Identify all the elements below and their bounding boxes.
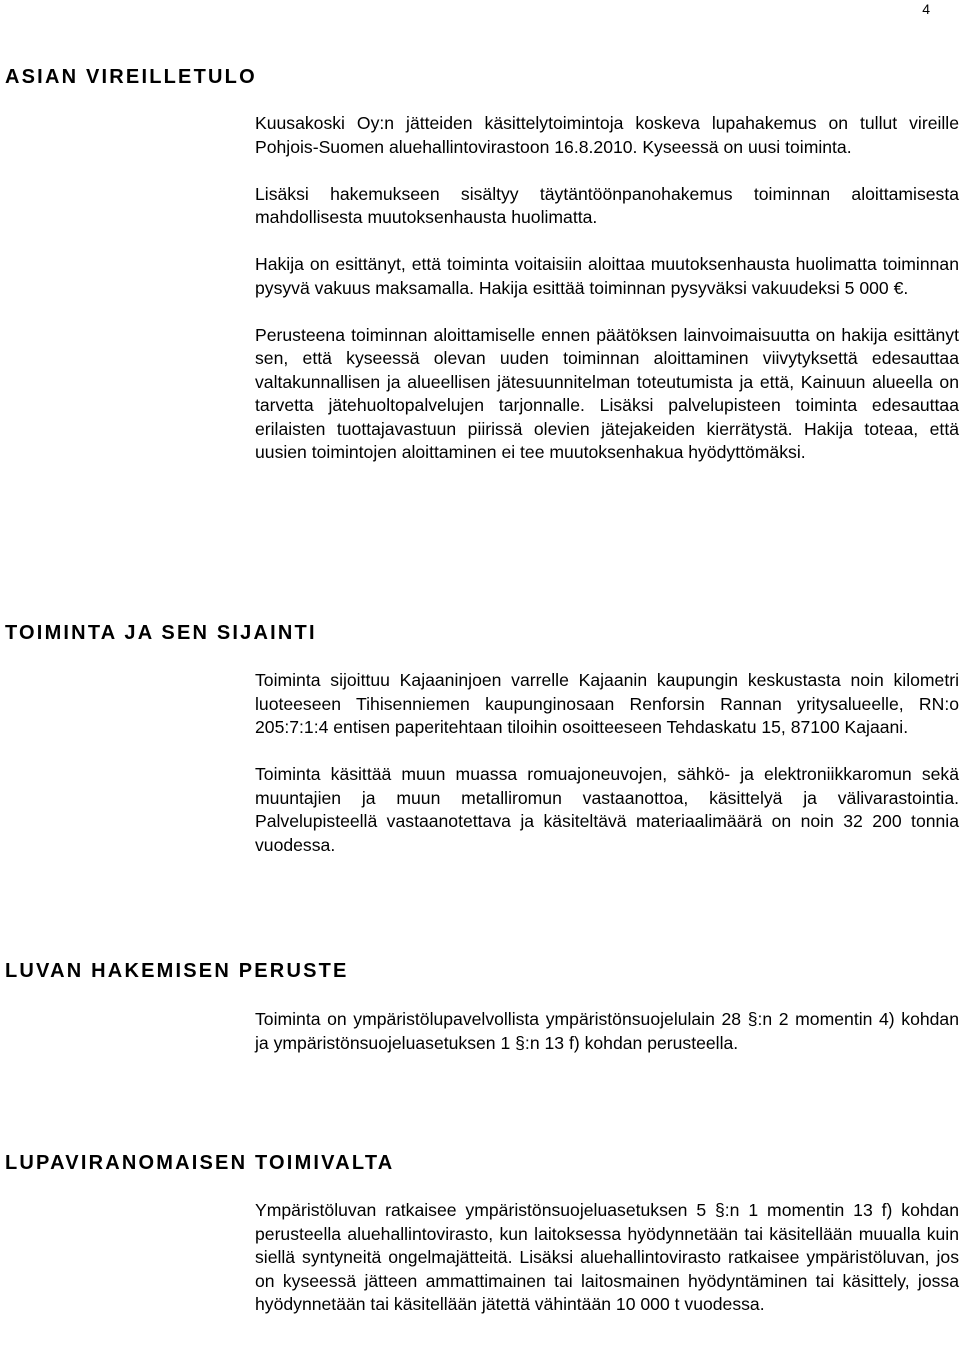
section-heading-asian-vireilletulo: ASIAN VIREILLETULO bbox=[5, 66, 257, 88]
paragraph: Toiminta on ympäristölupavelvollista ympäristönsuojelulain 28 §:n 2 momentin 4) kohdan ja ympäristönsuojeluasetuksen 1 §:n 13 f) kohdan perusteella. bbox=[255, 1009, 959, 1053]
paragraph: Hakija on esittänyt, että toiminta voitaisiin aloittaa muutoksenhausta huolimatta toiminnan pysyvä vakuus maksamalla. Hakija esittää toiminnan pysyväksi vakuudeksi 5 000 €. bbox=[255, 254, 959, 298]
paragraph: Kuusakoski Oy:n jätteiden käsittelytoimintoja koskeva lupahakemus on tullut vireille Pohjois-Suomen aluehallintovirastoon 16.8.2010. Kyseessä on uusi toiminta. bbox=[255, 113, 959, 157]
page-number: 4 bbox=[922, 1, 930, 17]
section-heading-lupaviranomaisen-toimivalta: LUPAVIRANOMAISEN TOIMIVALTA bbox=[5, 1152, 395, 1174]
section-heading-luvan-hakemisen-peruste: LUVAN HAKEMISEN PERUSTE bbox=[5, 960, 349, 982]
paragraph: Lisäksi hakemukseen sisältyy täytäntöönpanohakemus toiminnan aloittamisesta mahdollisesta muutoksenhausta huolimatta. bbox=[255, 183, 959, 227]
section-heading-toiminta-ja-sen-sijainti: TOIMINTA JA SEN SIJAINTI bbox=[5, 622, 317, 644]
paragraph: Toiminta sijoittuu Kajaaninjoen varrelle Kajaanin kaupungin keskustasta noin kilometri luoteeseen Tihisenniemen kaupunginosaan Renforsin Rannan yritysalueelle, RN:o 205:7:1:4 entisen paperitehtaan tiloihin osoitteeseen Tehdaskatu 15, 87100 Kajaani. bbox=[255, 670, 959, 737]
paragraph: Toiminta käsittää muun muassa romuajoneuvojen, sähkö- ja elektroniikkaromun sekä muuntajien ja muun metalliromun vastaanottoa, käsittelyä ja välivarastointia. Palvelupisteellä vastaanotettava ja käsiteltävä materiaalimäärä on noin 32 200 tonnia vuodessa. bbox=[255, 764, 959, 855]
section-body-luvan-hakemisen-peruste bbox=[255, 1008, 959, 1055]
paragraph: Perusteena toiminnan aloittamiselle ennen päätöksen lainvoimaisuutta on hakija esittänyt sen, että kyseessä olevan uuden toiminnan aloittaminen viivytyksettä edesauttaa valtakunnallisen ja alueellisen jätesuunnitelman toteutumista ja että, Kainuun alueella on tarvetta jätehuoltopalvelujen tarjonnalle. Lisäksi palvelupisteen toiminta edesauttaa erilaisten tuottajavastuun piirissä olevien jätejakeiden kierrätystä. Hakija toteaa, että uusien toimintojen aloittaminen ei tee muutoksenhakua hyödyttömäksi. bbox=[255, 324, 959, 462]
section-body-toiminta-ja-sen-sijainti bbox=[255, 669, 959, 857]
paragraph: Ympäristöluvan ratkaisee ympäristönsuojeluasetuksen 5 §:n 1 momentin 13 f) kohdan perusteella aluehallintovirasto, kun laitoksessa hyödynnetään tai käsitellään muualla kuin siellä syntyneitä ongelmajätteitä. Lisäksi aluehallintovirasto ratkaisee ympäristöluvan, jos on kyseessä jätteen ammattimainen tai laitosmainen hyödyntäminen tai käsittely, jossa hyödynnetään tai käsitellään jätettä vähintään 10 000 t vuodessa. bbox=[255, 1200, 959, 1314]
section-body-asian-vireilletulo bbox=[255, 112, 959, 465]
section-body-lupaviranomaisen-toimivalta bbox=[255, 1199, 959, 1317]
